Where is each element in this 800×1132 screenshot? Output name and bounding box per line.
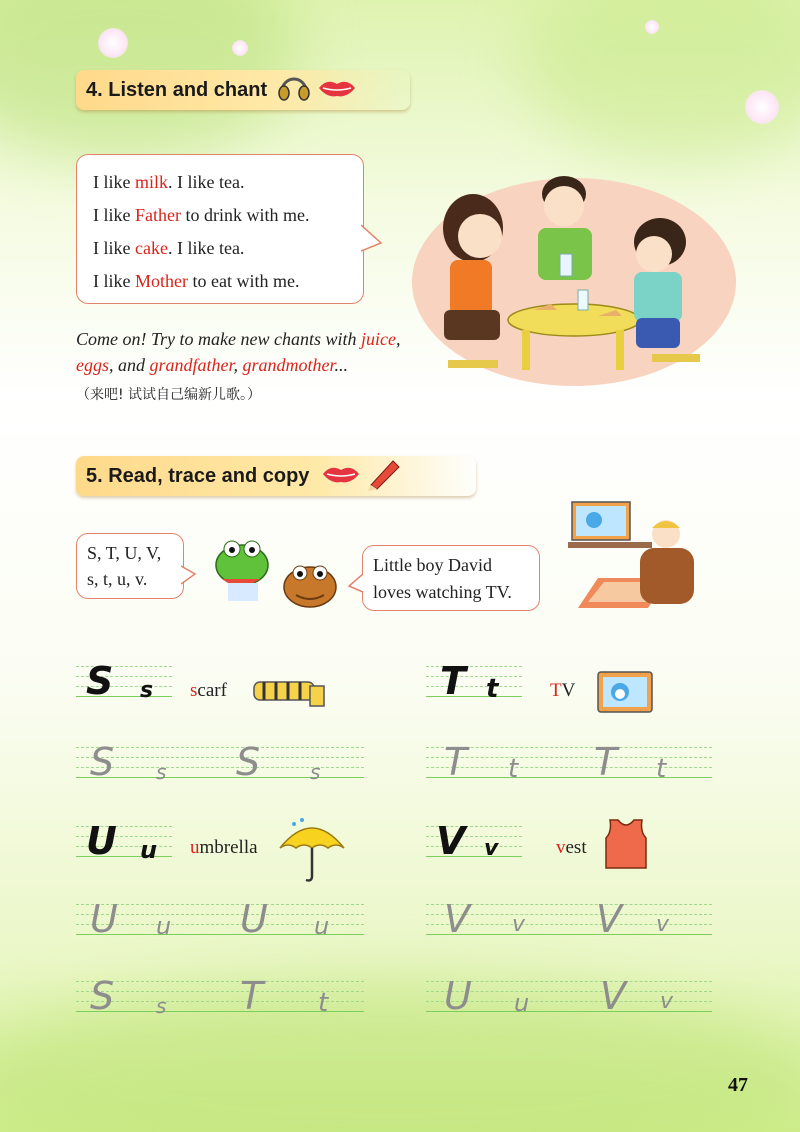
uppercase-letter: S [86, 659, 114, 703]
scarf-icon [252, 676, 328, 713]
trace-letter: u [156, 912, 172, 940]
lowercase-letter: u [140, 836, 158, 864]
bokeh-circle [745, 90, 779, 124]
trace-letter: V [596, 897, 622, 941]
trace-letter: t [318, 988, 329, 1018]
frog-and-toad-characters [200, 535, 350, 615]
trace-letter: t [656, 754, 667, 784]
bubble-tail [181, 564, 197, 586]
example-word: scarf [190, 680, 227, 701]
lowercase-letter: t [486, 674, 499, 704]
vest-icon [604, 818, 648, 875]
uppercase-letter: V [436, 819, 466, 863]
example-word: vest [556, 837, 587, 858]
pencil-icon [363, 457, 403, 496]
trace-letter: U [240, 897, 268, 941]
example-word: umbrella [190, 837, 258, 858]
headphones-icon [277, 73, 311, 108]
chant-line: I like milk. I like tea. [93, 172, 245, 192]
section-title: 4. Listen and chant [86, 78, 268, 101]
guide-lines [76, 747, 364, 778]
uppercase-letter: T [440, 659, 466, 703]
chinese-note: （来吧! 试试自己编新儿歌。） [76, 387, 262, 403]
section-header-read-trace-copy [76, 456, 476, 496]
trace-letter: T [240, 974, 264, 1018]
bokeh-circle [645, 20, 659, 34]
trace-letter: U [90, 897, 118, 941]
boy-watching-tv-illustration [568, 498, 702, 610]
trace-letter: S [90, 974, 115, 1018]
bokeh-circle [232, 40, 248, 56]
lowercase-letter: v [484, 836, 499, 861]
trace-letter: s [310, 760, 321, 784]
trace-letter: s [156, 760, 167, 784]
section-title: 5. Read, trace and copy [86, 464, 310, 487]
umbrella-icon [276, 814, 348, 889]
page-number: 47 [728, 1074, 748, 1096]
background-blob [520, 0, 800, 160]
chant-bubble [76, 154, 364, 304]
trace-letter: t [508, 754, 519, 784]
david-bubble: Little boy David loves watching TV. [362, 545, 540, 611]
example-word: TV [550, 680, 576, 701]
lowercase-letter: s [140, 678, 154, 703]
trace-letter: V [444, 897, 470, 941]
trace-letter: T [594, 740, 618, 784]
trace-letter: v [660, 989, 674, 1014]
section-header-listen-chant [76, 70, 410, 110]
trace-letter: T [444, 740, 468, 784]
chant-line: I like Father to drink with me. [93, 205, 310, 225]
trace-letter: S [90, 740, 115, 784]
chant-line: I like cake. I like tea. [93, 238, 245, 258]
trace-letter: U [444, 974, 472, 1018]
uppercase-letter: U [86, 819, 117, 863]
guide-lines [426, 747, 712, 778]
letters-bubble: S, T, U, V, s, t, u, v. [76, 533, 184, 599]
trace-letter: s [156, 994, 167, 1018]
tv-icon [596, 670, 654, 719]
bokeh-circle [98, 28, 128, 58]
chant-prompt: Come on! Try to make new chants with juice, eggs, and grandfather, grandmother... [76, 329, 401, 375]
trace-letter: u [514, 989, 530, 1017]
trace-letter: u [314, 912, 330, 940]
trace-letter: S [236, 740, 261, 784]
lips-icon [321, 462, 361, 491]
lips-icon [317, 76, 357, 105]
trace-letter: V [600, 974, 626, 1018]
bubble-tail [347, 572, 363, 594]
trace-letter: v [656, 912, 670, 937]
trace-letter: v [512, 912, 526, 937]
chant-line: I like Mother to eat with me. [93, 271, 300, 291]
